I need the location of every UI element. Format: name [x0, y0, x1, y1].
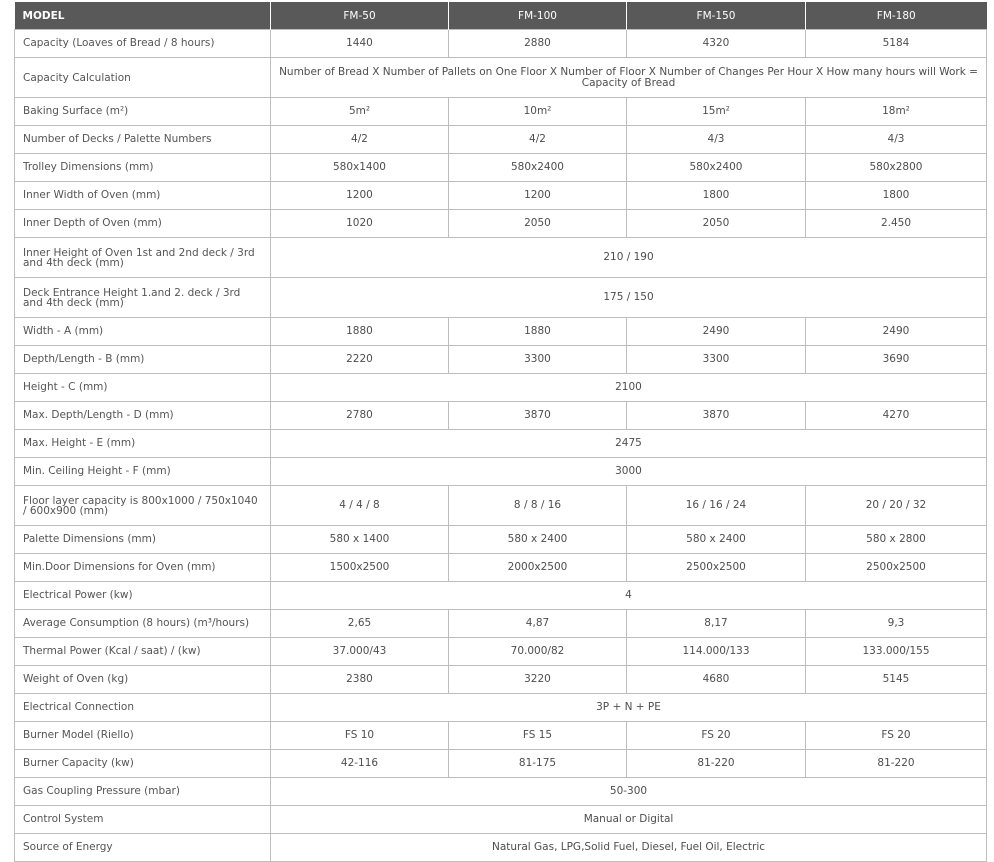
row-value-fm-50: 1200 — [271, 182, 449, 210]
row-value-fm-100: 4,87 — [449, 610, 627, 638]
table-row — [15, 554, 987, 582]
table-row — [15, 526, 987, 554]
row-value-fm-180: 2490 — [806, 318, 987, 346]
row-value-fm-150: 4680 — [627, 666, 806, 694]
row-label: Burner Capacity (kw) — [15, 750, 271, 778]
row-value-fm-100: 81-175 — [449, 750, 627, 778]
row-value-fm-150: 2050 — [627, 210, 806, 238]
row-label: Palette Dimensions (mm) — [15, 526, 271, 554]
row-value-fm-150: 580x2400 — [627, 154, 806, 182]
row-label: Min. Ceiling Height - F (mm) — [15, 458, 271, 486]
header-model-label: MODEL — [15, 2, 271, 30]
row-value-fm-180: FS 20 — [806, 722, 987, 750]
table-row — [15, 182, 987, 210]
row-value-fm-180: 81-220 — [806, 750, 987, 778]
row-value-fm-180: 1800 — [806, 182, 987, 210]
row-value-merged: 2100 — [271, 374, 987, 402]
row-value-fm-150: 16 / 16 / 24 — [627, 486, 806, 526]
row-value-fm-180: 4/3 — [806, 126, 987, 154]
table-row — [15, 58, 987, 98]
header-model-fm180: FM-180 — [806, 2, 987, 30]
row-value-fm-50: 4 / 4 / 8 — [271, 486, 449, 526]
row-value-fm-180: 580 x 2800 — [806, 526, 987, 554]
table-row — [15, 238, 987, 278]
table-row — [15, 318, 987, 346]
row-value-merged: 3000 — [271, 458, 987, 486]
row-label: Trolley Dimensions (mm) — [15, 154, 271, 182]
table-row — [15, 374, 987, 402]
table-row — [15, 806, 987, 834]
table-row — [15, 750, 987, 778]
table-body — [15, 30, 987, 862]
row-value-fm-50: 2380 — [271, 666, 449, 694]
table-row — [15, 126, 987, 154]
row-value-fm-100: 1880 — [449, 318, 627, 346]
row-label: Number of Decks / Palette Numbers — [15, 126, 271, 154]
row-value-fm-100: 3220 — [449, 666, 627, 694]
row-value-fm-50: 5m² — [271, 98, 449, 126]
row-value-fm-100: 580x2400 — [449, 154, 627, 182]
row-value-fm-150: 15m² — [627, 98, 806, 126]
row-value-fm-180: 2500x2500 — [806, 554, 987, 582]
row-value-fm-50: 2,65 — [271, 610, 449, 638]
row-value-fm-100: FS 15 — [449, 722, 627, 750]
table-row — [15, 694, 987, 722]
row-value-fm-50: 1880 — [271, 318, 449, 346]
row-value-merged: Number of Bread X Number of Pallets on One Floor X Number of Floor X Number of Changes Per Hour X How many hours will Work = Capacity of Bread — [271, 58, 987, 98]
table-row — [15, 778, 987, 806]
row-value-fm-150: 4/3 — [627, 126, 806, 154]
row-label: Max. Height - E (mm) — [15, 430, 271, 458]
row-value-fm-180: 5184 — [806, 30, 987, 58]
row-value-fm-50: 42-116 — [271, 750, 449, 778]
row-value-fm-100: 1200 — [449, 182, 627, 210]
row-label: Depth/Length - B (mm) — [15, 346, 271, 374]
row-value-fm-100: 3300 — [449, 346, 627, 374]
row-value-fm-150: 8,17 — [627, 610, 806, 638]
row-label: Height - C (mm) — [15, 374, 271, 402]
row-value-fm-150: 4320 — [627, 30, 806, 58]
row-value-fm-100: 3870 — [449, 402, 627, 430]
row-value-fm-100: 2000x2500 — [449, 554, 627, 582]
row-label: Deck Entrance Height 1.and 2. deck / 3rd and 4th deck (mm) — [15, 278, 271, 318]
table-row — [15, 98, 987, 126]
row-value-fm-150: 2500x2500 — [627, 554, 806, 582]
row-value-fm-150: 3870 — [627, 402, 806, 430]
row-value-fm-100: 4/2 — [449, 126, 627, 154]
row-value-fm-180: 20 / 20 / 32 — [806, 486, 987, 526]
table-row — [15, 30, 987, 58]
table-row — [15, 210, 987, 238]
table-row — [15, 430, 987, 458]
table-row — [15, 154, 987, 182]
row-value-fm-50: 1440 — [271, 30, 449, 58]
table-row — [15, 610, 987, 638]
table-row — [15, 486, 987, 526]
table-row — [15, 666, 987, 694]
row-label: Inner Height of Oven 1st and 2nd deck / 3rd and 4th deck (mm) — [15, 238, 271, 278]
row-value-fm-50: FS 10 — [271, 722, 449, 750]
row-value-fm-180: 9,3 — [806, 610, 987, 638]
row-value-merged: 4 — [271, 582, 987, 610]
row-label: Weight of Oven (kg) — [15, 666, 271, 694]
table-row — [15, 402, 987, 430]
row-value-fm-180: 2.450 — [806, 210, 987, 238]
row-value-fm-150: 2490 — [627, 318, 806, 346]
row-label: Average Consumption (8 hours) (m³/hours) — [15, 610, 271, 638]
row-value-fm-50: 2220 — [271, 346, 449, 374]
row-value-merged: 3P + N + PE — [271, 694, 987, 722]
row-value-merged: Natural Gas, LPG,Solid Fuel, Diesel, Fuel Oil, Electric — [271, 834, 987, 862]
row-value-fm-50: 2780 — [271, 402, 449, 430]
header-model-fm100: FM-100 — [449, 2, 627, 30]
row-value-fm-50: 1500x2500 — [271, 554, 449, 582]
oven-spec-table — [14, 2, 987, 862]
table-row — [15, 638, 987, 666]
table-header-row — [15, 2, 987, 30]
row-value-merged: 2475 — [271, 430, 987, 458]
row-label: Baking Surface (m²) — [15, 98, 271, 126]
table-row — [15, 722, 987, 750]
row-value-fm-50: 580x1400 — [271, 154, 449, 182]
table-row — [15, 834, 987, 862]
row-label: Inner Width of Oven (mm) — [15, 182, 271, 210]
row-label: Thermal Power (Kcal / saat) / (kw) — [15, 638, 271, 666]
row-label: Electrical Connection — [15, 694, 271, 722]
header-model-fm150: FM-150 — [627, 2, 806, 30]
row-value-fm-180: 5145 — [806, 666, 987, 694]
row-value-fm-50: 1020 — [271, 210, 449, 238]
row-value-fm-180: 3690 — [806, 346, 987, 374]
row-value-fm-100: 2050 — [449, 210, 627, 238]
row-value-fm-50: 580 x 1400 — [271, 526, 449, 554]
table-row — [15, 278, 987, 318]
table-row — [15, 458, 987, 486]
row-value-fm-150: FS 20 — [627, 722, 806, 750]
table-row — [15, 582, 987, 610]
spec-table-container — [14, 2, 986, 862]
row-label: Inner Depth of Oven (mm) — [15, 210, 271, 238]
row-value-fm-150: 114.000/133 — [627, 638, 806, 666]
table-row — [15, 346, 987, 374]
row-label: Width - A (mm) — [15, 318, 271, 346]
row-label: Floor layer capacity is 800x1000 / 750x1040 / 600x900 (mm) — [15, 486, 271, 526]
row-value-fm-150: 1800 — [627, 182, 806, 210]
row-value-merged: 50-300 — [271, 778, 987, 806]
row-value-fm-180: 133.000/155 — [806, 638, 987, 666]
row-label: Max. Depth/Length - D (mm) — [15, 402, 271, 430]
row-value-merged: 175 / 150 — [271, 278, 987, 318]
row-label: Source of Energy — [15, 834, 271, 862]
row-value-fm-180: 4270 — [806, 402, 987, 430]
row-value-fm-100: 2880 — [449, 30, 627, 58]
row-value-fm-180: 18m² — [806, 98, 987, 126]
row-label: Control System — [15, 806, 271, 834]
header-model-fm50: FM-50 — [271, 2, 449, 30]
row-value-fm-150: 81-220 — [627, 750, 806, 778]
row-value-fm-100: 70.000/82 — [449, 638, 627, 666]
row-value-fm-100: 8 / 8 / 16 — [449, 486, 627, 526]
row-label: Burner Model (Riello) — [15, 722, 271, 750]
row-value-fm-50: 4/2 — [271, 126, 449, 154]
row-value-fm-150: 3300 — [627, 346, 806, 374]
row-value-fm-180: 580x2800 — [806, 154, 987, 182]
row-value-fm-150: 580 x 2400 — [627, 526, 806, 554]
row-label: Gas Coupling Pressure (mbar) — [15, 778, 271, 806]
row-value-merged: 210 / 190 — [271, 238, 987, 278]
row-value-fm-50: 37.000/43 — [271, 638, 449, 666]
row-label: Capacity Calculation — [15, 58, 271, 98]
row-label: Min.Door Dimensions for Oven (mm) — [15, 554, 271, 582]
row-value-fm-100: 10m² — [449, 98, 627, 126]
row-value-merged: Manual or Digital — [271, 806, 987, 834]
row-label: Capacity (Loaves of Bread / 8 hours) — [15, 30, 271, 58]
row-value-fm-100: 580 x 2400 — [449, 526, 627, 554]
row-label: Electrical Power (kw) — [15, 582, 271, 610]
